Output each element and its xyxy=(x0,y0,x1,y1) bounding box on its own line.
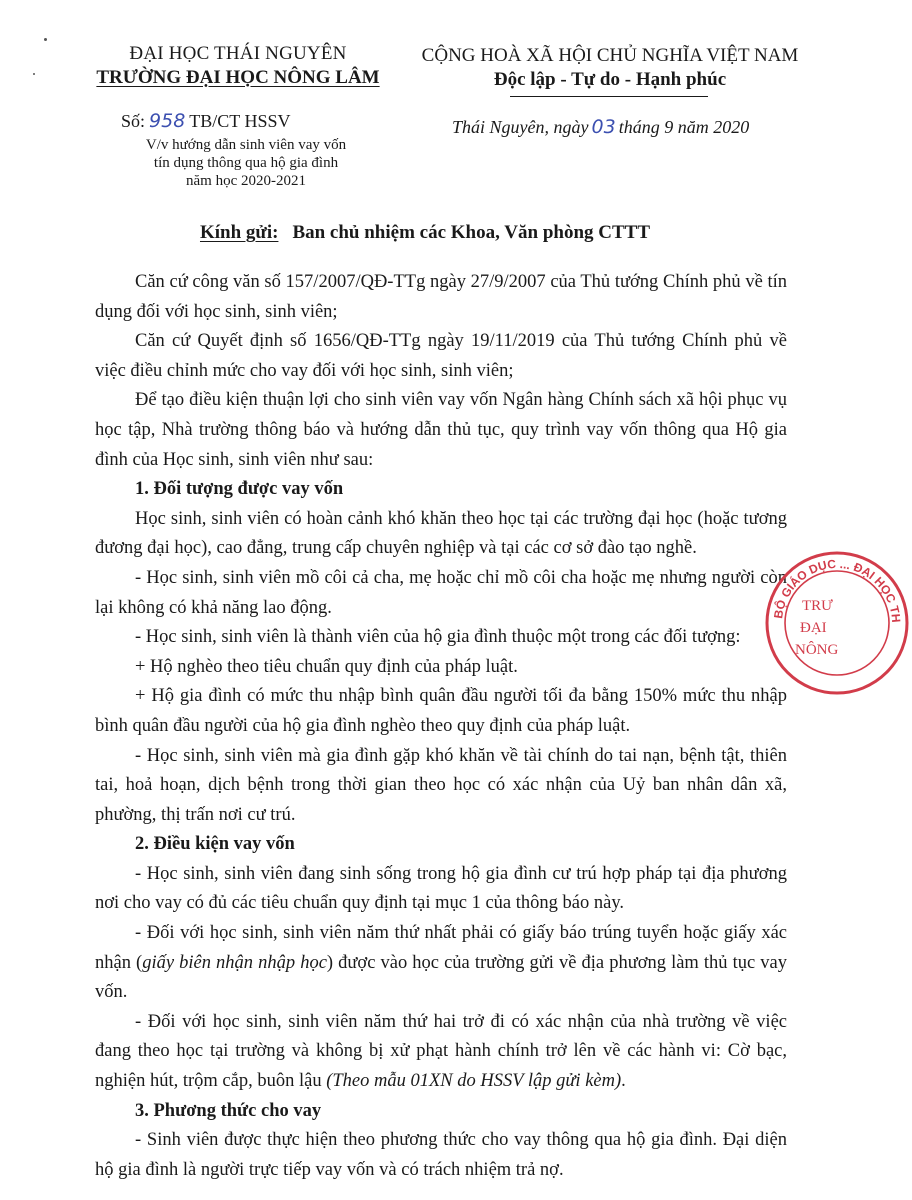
school-name-text: TRƯỜNG ĐẠI HỌC NÔNG LÂM xyxy=(96,67,380,88)
paragraph: - Học sinh, sinh viên là thành viên của hộ gia đình thuộc một trong các đối tượng: xyxy=(135,627,741,648)
document-number xyxy=(121,110,290,132)
subject-line: V/v hướng dẫn sinh viên vay vốn xyxy=(145,137,347,153)
paragraph: - Học sinh, sinh viên mà gia đình gặp khó khăn về tài chính do tai nạn, bệnh tật, thiên tai, hoả hoạn, dịch bệnh trong thời gian theo học có xác nhận của Uỷ ban nhân dân xã, phường, thị trấn nơi cư trú. xyxy=(95,745,787,825)
text-run: . xyxy=(621,1071,626,1092)
paragraph: + Hộ nghèo theo tiêu chuẩn quy định của pháp luật. xyxy=(135,656,518,677)
date-prefix: Thái Nguyên, ngày xyxy=(452,117,589,137)
doc-no-suffix: TB/CT HSSV xyxy=(189,111,291,131)
italic-run: (Theo mẫu 01XN do HSSV lập gửi kèm) xyxy=(326,1071,622,1092)
seal-ring-text: BỘ GIÁO DỤC ... ĐẠI HỌC TH xyxy=(771,556,904,624)
italic-run: giấy biên nhận nhập học xyxy=(142,952,327,973)
recipient-line xyxy=(0,222,850,244)
doc-no-handwritten: 958 xyxy=(149,110,186,132)
subject-line: năm học 2020-2021 xyxy=(186,173,306,189)
scan-speck xyxy=(44,38,47,41)
motto-underline xyxy=(510,96,708,97)
doc-no-prefix: Số: xyxy=(121,111,146,131)
date-day-handwritten: 03 xyxy=(591,116,616,138)
paragraph: Học sinh, sinh viên có hoàn cảnh khó khăn theo học tại các trường đại học (hoặc tương đương đại học), cao đẳng, trung cấp chuyên nghiệp và tại các cơ sở đào tạo nghề. xyxy=(95,508,787,559)
national-header xyxy=(400,44,820,92)
document-body xyxy=(95,268,787,1185)
section-heading: 3. Phương thức cho vay xyxy=(135,1100,322,1121)
subject-block xyxy=(112,136,380,190)
text-run: - Đối với học sinh, sinh viên năm thứ nhất phải có giấy báo trúng tuyển hoặc giấy xác nhận ( xyxy=(95,923,787,973)
place-date xyxy=(452,116,749,138)
paragraph: Căn cứ công văn số 157/2007/QĐ-TTg ngày 27/9/2007 của Thủ tướng Chính phủ về tín dụng đối với học sinh, sinh viên; xyxy=(95,272,787,322)
section-heading: 2. Điều kiện vay vốn xyxy=(135,834,295,855)
paragraph: + Hộ gia đình có mức thu nhập bình quân đầu người tối đa bằng 150% mức thu nhập bình quân đầu người của hộ gia đình nghèo theo quy định của pháp luật. xyxy=(95,686,787,736)
official-seal-stamp xyxy=(762,548,912,698)
seal-outer-ring xyxy=(767,553,907,693)
national-motto: Độc lập - Tự do - Hạnh phúc xyxy=(493,69,727,90)
subject-line: tín dụng thông qua hộ gia đình xyxy=(153,155,339,171)
scan-speck xyxy=(33,73,35,75)
seal-line-1: TRƯ xyxy=(802,598,833,614)
paragraph xyxy=(95,1008,787,1097)
paragraph xyxy=(95,919,787,1008)
recipient-label: Kính gửi: xyxy=(199,222,279,243)
paragraph: Căn cứ Quyết định số 1656/QĐ-TTg ngày 19/11/2019 của Thủ tướng Chính phủ về việc điều chỉnh mức cho vay đối với học sinh, sinh viên; xyxy=(95,331,787,381)
recipient-value: Ban chủ nhiệm các Khoa, Văn phòng CTTT xyxy=(292,222,651,243)
text-run: - Đối với học sinh, sinh viên năm thứ hai trở đi có xác nhận của nhà trường về việc đang theo học tại trường và không bị xử phạt hành chính trở lên về các hành vi: Cờ bạc, nghiện hút, trộm cắp, buôn lậu xyxy=(95,1011,787,1092)
paragraph: Để tạo điều kiện thuận lợi cho sinh viên vay vốn Ngân hàng Chính sách xã hội phục vụ học tập, Nhà trường thông báo và hướng dẫn thủ tục, quy trình vay vốn thông qua Hộ gia đình của Học sinh, sinh viên như sau: xyxy=(95,390,787,470)
paragraph: - Học sinh, sinh viên đang sinh sống trong hộ gia đình cư trú hợp pháp tại địa phương nơi cho vay có đủ các tiêu chuẩn quy định tại mục 1 của thông báo này. xyxy=(95,863,787,914)
section-heading: 1. Đối tượng được vay vốn xyxy=(135,479,344,500)
school-name xyxy=(88,66,388,90)
university-name: ĐẠI HỌC THÁI NGUYÊN xyxy=(129,43,347,64)
paragraph: - Học sinh, sinh viên mồ côi cả cha, mẹ hoặc chỉ mồ côi cha hoặc mẹ nhưng người còn lại không có khả năng lao động. xyxy=(95,567,787,618)
issuer-block xyxy=(88,42,388,90)
paragraph: - Sinh viên được thực hiện theo phương thức cho vay thông qua hộ gia đình. Đại diện hộ gia đình là người trực tiếp vay vốn và có trách nhiệm trả nợ. xyxy=(95,1130,787,1180)
seal-line-2: ĐẠI xyxy=(800,620,827,636)
text-run: ) được vào học của trường gửi về địa phương làm thủ tục vay vốn. xyxy=(95,952,787,1003)
seal-line-3: NÔNG xyxy=(795,642,839,658)
date-suffix: tháng 9 năm 2020 xyxy=(618,117,750,137)
nation-name: CỘNG HOÀ XÃ HỘI CHỦ NGHĨA VIỆT NAM xyxy=(421,45,799,66)
